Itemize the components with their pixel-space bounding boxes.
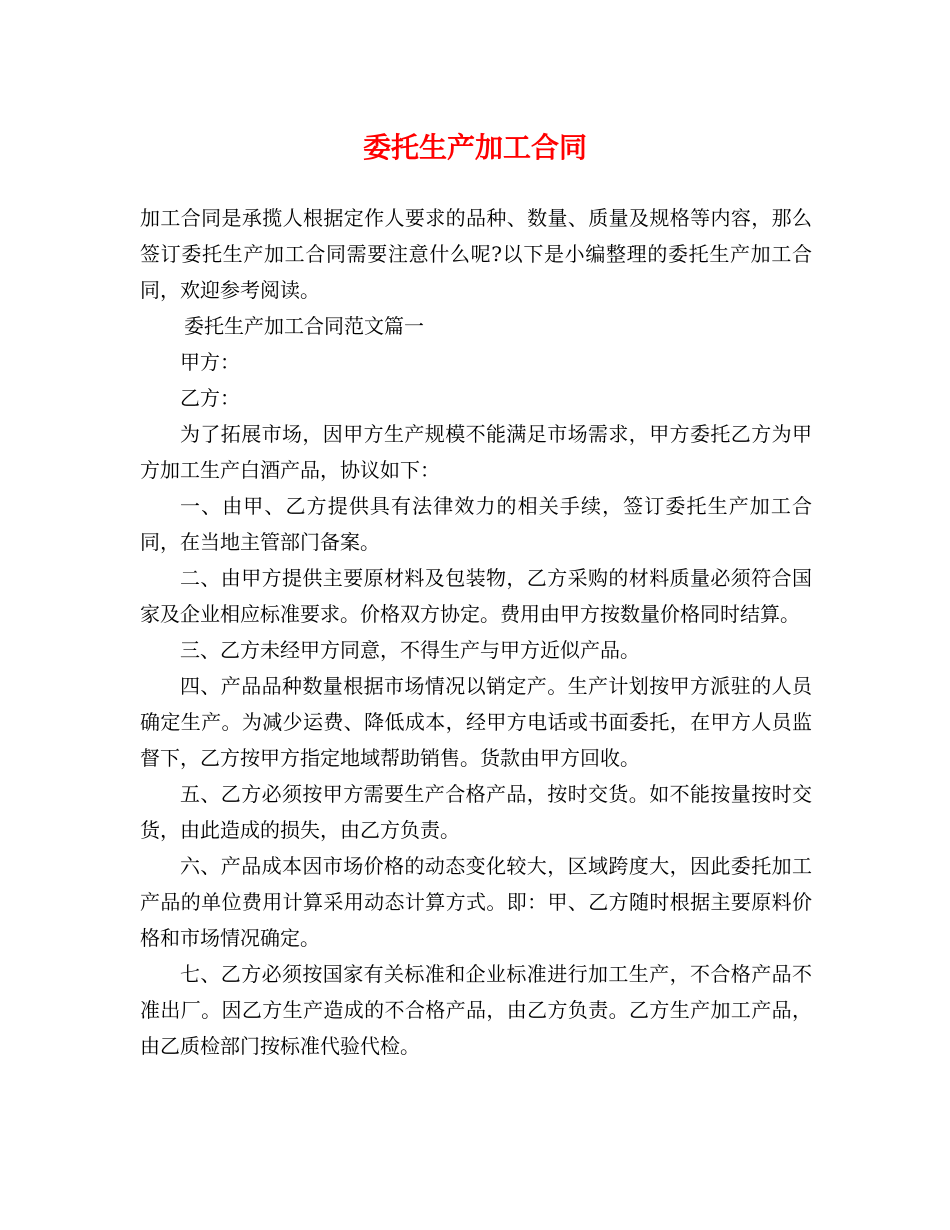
party-a-line: 甲方： bbox=[180, 350, 240, 374]
clause-5: 五、乙方必须按甲方需要生产合格产品，按时交货。如不能按量按时交货，由此造成的损失，由乙方负责。 bbox=[140, 782, 812, 842]
document-body bbox=[140, 200, 812, 1064]
clause-6: 六、产品成本因市场价格的动态变化较大，区域跨度大，因此委托加工产品的单位费用计算采用动态计算方式。即：甲、乙方随时根据主要原料价格和市场情况确定。 bbox=[140, 854, 812, 950]
intro-paragraph: 加工合同是承揽人根据定作人要求的品种、数量、质量及规格等内容，那么签订委托生产加工合同需要注意什么呢?以下是小编整理的委托生产加工合同，欢迎参考阅读。 bbox=[140, 206, 812, 302]
preamble-paragraph: 为了拓展市场，因甲方生产规模不能满足市场需求，甲方委托乙方为甲方加工生产白酒产品，协议如下： bbox=[140, 422, 812, 482]
clause-4: 四、产品品种数量根据市场情况以销定产。生产计划按甲方派驻的人员确定生产。为减少运费、降低成本，经甲方电话或书面委托，在甲方人员监督下，乙方按甲方指定地域帮助销售。货款由甲方回收。 bbox=[140, 674, 812, 770]
section-heading: 委托生产加工合同范文篇一 bbox=[184, 314, 424, 338]
clause-1: 一、由甲、乙方提供具有法律效力的相关手续，签订委托生产加工合同，在当地主管部门备案。 bbox=[140, 494, 812, 554]
clause-3: 三、乙方未经甲方同意，不得生产与甲方近似产品。 bbox=[180, 638, 640, 662]
document-title: 委托生产加工合同 bbox=[362, 131, 587, 164]
clause-7: 七、乙方必须按国家有关标准和企业标准进行加工生产，不合格产品不准出厂。因乙方生产造成的不合格产品，由乙方负责。乙方生产加工产品，由乙质检部门按标准代验代检。 bbox=[140, 962, 812, 1058]
party-b-line: 乙方： bbox=[180, 386, 240, 410]
clause-2: 二、由甲方提供主要原材料及包装物，乙方采购的材料质量必须符合国家及企业相应标准要求。价格双方协定。费用由甲方按数量价格同时结算。 bbox=[140, 566, 812, 626]
